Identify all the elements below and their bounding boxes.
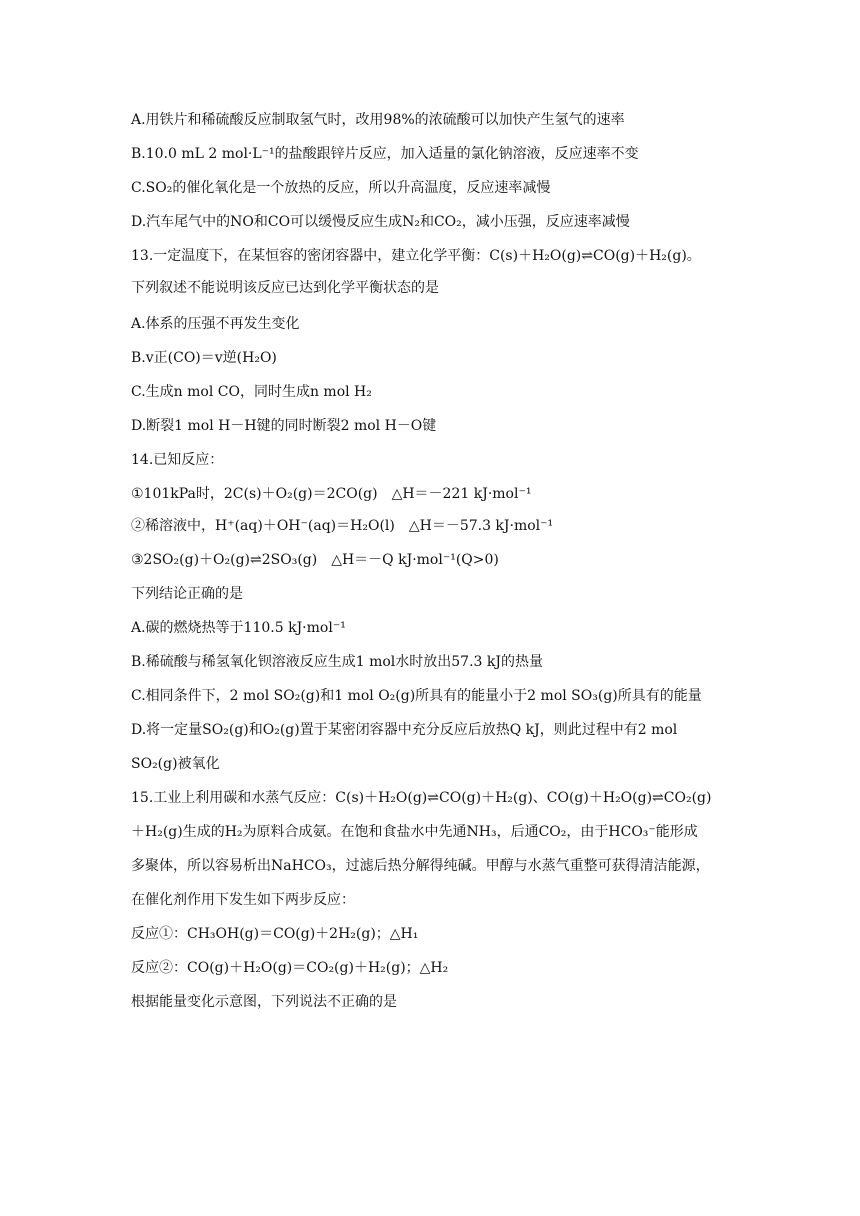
- option-c-q12: C.SO₂的催化氧化是一个放热的反应，所以升高温度，反应速率减慢: [131, 180, 551, 196]
- option-b-q13: B.v正(CO)＝v逆(H₂O): [131, 350, 277, 366]
- option-a-q12: A.用铁片和稀硫酸反应制取氢气时，改用98%的浓硫酸可以加快产生氢气的速率: [131, 112, 625, 128]
- option-c-q13: C.生成n mol CO，同时生成n mol H₂: [131, 384, 372, 400]
- question-15-prompt: 根据能量变化示意图，下列说法不正确的是: [131, 994, 397, 1010]
- option-d-q14-continued: SO₂(g)被氧化: [131, 756, 220, 772]
- reaction-step-1: 反应①：CH₃OH(g)＝CO(g)＋2H₂(g)；△H₁: [131, 926, 419, 942]
- question-14-prompt: 下列结论正确的是: [131, 586, 243, 602]
- option-b-q14: B.稀硫酸与稀氢氧化钡溶液反应生成1 mol水时放出57.3 kJ的热量: [131, 654, 543, 670]
- question-14-stem: 14.已知反应：: [131, 452, 224, 468]
- question-15-line-4: 在催化剂作用下发生如下两步反应：: [131, 892, 355, 908]
- reaction-3: ③2SO₂(g)＋O₂(g)⇌2SO₃(g) △H＝－Q kJ·mol⁻¹(Q>0): [131, 552, 499, 568]
- reaction-1: ①101kPa时，2C(s)＋O₂(g)＝2CO(g) △H＝－221 kJ·mol⁻¹: [131, 486, 532, 502]
- option-d-q13: D.断裂1 mol H－H键的同时断裂2 mol H－O键: [131, 418, 437, 434]
- option-d-q14: D.将一定量SO₂(g)和O₂(g)置于某密闭容器中充分反应后放热Q kJ，则此过程中有2 mol: [131, 722, 678, 738]
- question-15-stem: 15.工业上利用碳和水蒸气反应：C(s)＋H₂O(g)⇌CO(g)＋H₂(g)、CO(g)＋H₂O(g)⇌CO₂(g): [131, 790, 712, 806]
- option-d-q12: D.汽车尾气中的NO和CO可以缓慢反应生成N₂和CO₂，减小压强，反应速率减慢: [131, 214, 630, 230]
- option-a-q13: A.体系的压强不再发生变化: [131, 316, 300, 332]
- reaction-step-2: 反应②：CO(g)＋H₂O(g)＝CO₂(g)＋H₂(g)；△H₂: [131, 960, 449, 976]
- question-13-stem: 13.一定温度下，在某恒容的密闭容器中，建立化学平衡：C(s)＋H₂O(g)⇌CO(g)＋H₂(g)。: [131, 248, 701, 264]
- option-a-q14: A.碳的燃烧热等于110.5 kJ·mol⁻¹: [131, 620, 346, 636]
- question-15-line-3: 多聚体，所以容易析出NaHCO₃，过滤后热分解得纯碱。甲醇与水蒸气重整可获得清洁能源，: [131, 858, 710, 874]
- option-c-q14: C.相同条件下，2 mol SO₂(g)和1 mol O₂(g)所具有的能量小于2 mol SO₃(g)所具有的能量: [131, 688, 702, 704]
- option-b-q12: B.10.0 mL 2 mol·L⁻¹的盐酸跟锌片反应，加入适量的氯化钠溶液，反应速率不变: [131, 146, 639, 162]
- reaction-2: ②稀溶液中，H⁺(aq)＋OH⁻(aq)＝H₂O(l) △H＝－57.3 kJ·mol⁻¹: [131, 518, 554, 534]
- question-15-line-2: ＋H₂(g)生成的H₂为原料合成氨。在饱和食盐水中先通NH₃，后通CO₂，由于HCO₃⁻能形成: [131, 824, 698, 840]
- question-13-prompt: 下列叙述不能说明该反应已达到化学平衡状态的是: [131, 280, 439, 296]
